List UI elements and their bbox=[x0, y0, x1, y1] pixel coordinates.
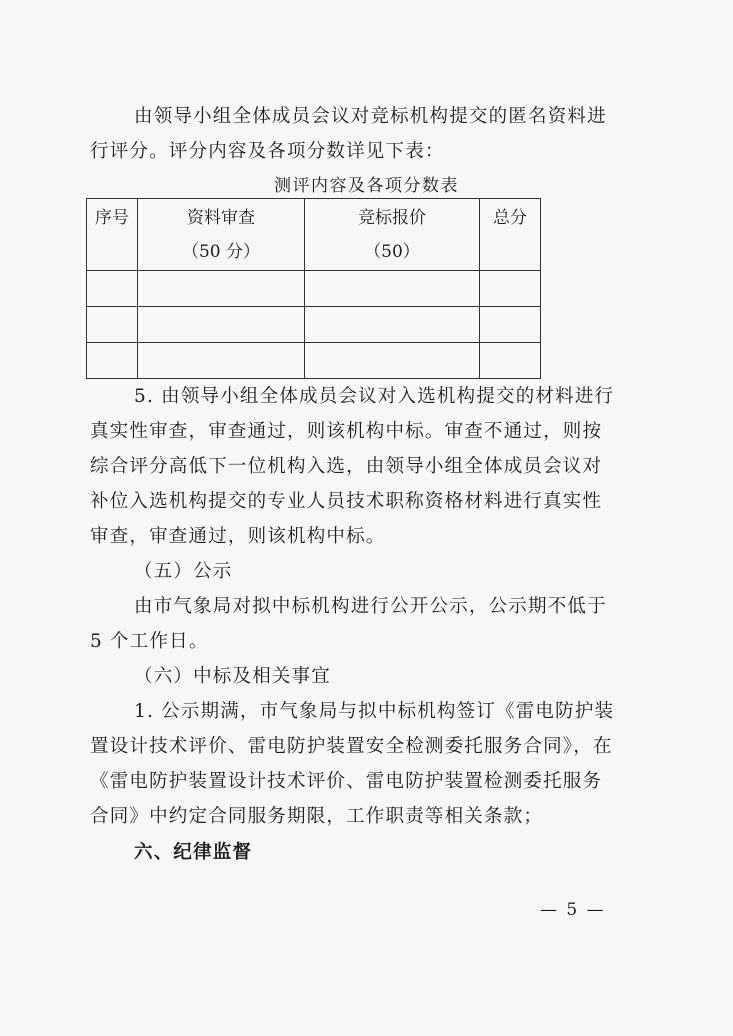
table-cell bbox=[305, 307, 480, 343]
table-cell bbox=[138, 271, 305, 307]
paragraph-publicity: 由市气象局对拟中标机构进行公开公示，公示期不低于 5 个工作日。 bbox=[90, 596, 607, 652]
paragraph-authenticity-review: 5. 由领导小组全体成员会议对入选机构提交的材料进行真实性审查，审查通过，则该机构中标。审查不通过，则按综合评分高低下一位机构入选，由领导小组全体成员会议对补位入选机构提交的专业人员技术职称资格材料进行真实性审查，审查通过，则该机构中标。 bbox=[90, 386, 615, 547]
table-caption: 测评内容及各项分数表 bbox=[274, 176, 459, 196]
header-serial-number: 序号 bbox=[87, 199, 138, 271]
table-row bbox=[87, 307, 541, 343]
heading-publicity: （五）公示 bbox=[134, 561, 233, 582]
table-row bbox=[87, 343, 541, 379]
table-cell bbox=[87, 307, 138, 343]
header-bid-price-label: 竞标报价 bbox=[358, 208, 426, 228]
table-cell bbox=[87, 343, 138, 379]
table-cell bbox=[480, 271, 541, 307]
table-cell bbox=[305, 271, 480, 307]
header-document-review bbox=[138, 199, 305, 271]
header-bid-price bbox=[305, 199, 480, 271]
paragraph-scoring-intro: 由领导小组全体成员会议对竞标机构提交的匿名资料进行评分。评分内容及各项分数详见下表： bbox=[90, 106, 607, 162]
table-cell bbox=[480, 343, 541, 379]
header-document-review-label: 资料审查 bbox=[187, 208, 255, 228]
header-total-score: 总分 bbox=[480, 199, 541, 271]
table-cell bbox=[480, 307, 541, 343]
table-row bbox=[87, 271, 541, 307]
heading-award: （六）中标及相关事宜 bbox=[134, 666, 332, 687]
header-document-review-points: （50 分） bbox=[181, 242, 261, 262]
table-header-row bbox=[87, 199, 541, 271]
score-table bbox=[86, 198, 541, 379]
header-bid-price-points: （50） bbox=[364, 242, 420, 262]
paragraph-contract: 1. 公示期满，市气象局与拟中标机构签订《雷电防护装置设计技术评价、雷电防护装置安全检测委托服务合同》，在《雷电防护装置设计技术评价、雷电防护装置检测委托服务合同》中约定合同服务期限，工作职责等相关条款； bbox=[90, 701, 615, 827]
table-cell bbox=[305, 343, 480, 379]
page-number: — 5 — bbox=[540, 900, 606, 920]
table-cell bbox=[138, 343, 305, 379]
table-cell bbox=[138, 307, 305, 343]
section-heading-discipline: 六、纪律监督 bbox=[134, 842, 253, 863]
table-cell bbox=[87, 271, 138, 307]
